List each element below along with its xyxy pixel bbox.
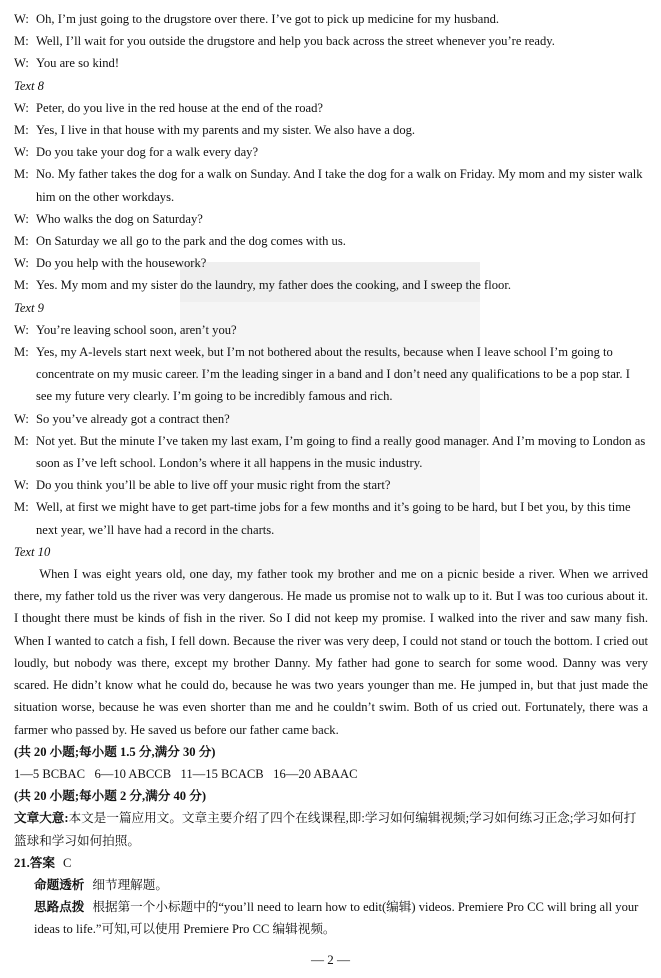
dialogue-line <box>14 30 648 52</box>
text10-label: Text 10 <box>14 544 51 559</box>
utterance: Oh, I’m just going to the drugstore over there. I’ve got to pick up medicine for my husband. <box>36 12 500 26</box>
speaker: M: <box>14 123 29 138</box>
utterance: Do you take your dog for a walk every day? <box>36 145 259 160</box>
utterance: You are so kind! <box>36 56 120 71</box>
dialogue-line <box>14 52 648 74</box>
utterance: Well, at first we might have to get part-time jobs for a few months and it’s going to be hard, but I bet you, by this time next year, we’ll have had a record in the charts. <box>36 500 631 537</box>
section1-answers: 1—5 BCBAC 6—10 ABCCB 11—15 BCACB 16—20 ABAAC <box>14 766 358 781</box>
page-content <box>14 8 648 941</box>
analysis-label: 命题透析 <box>34 877 85 892</box>
speaker: W: <box>14 145 29 160</box>
speaker: M: <box>14 500 29 515</box>
speaker: W: <box>14 100 29 115</box>
section2-header: (共 20 小题;每小题 2 分,满分 40 分) <box>14 789 207 804</box>
speaker: M: <box>14 433 29 448</box>
q21-label: 21.答案 <box>14 855 55 870</box>
dialogue-line <box>14 274 648 296</box>
speaker: W: <box>14 211 29 226</box>
utterance: Well, I’ll wait for you outside the drugstore and help you back across the street whenever you’re ready. <box>36 34 555 49</box>
dialogue-line <box>14 252 648 274</box>
dialogue-line <box>14 430 648 474</box>
speaker: W: <box>14 12 29 26</box>
dialogue-line <box>14 408 648 430</box>
dialogue-line <box>14 474 648 496</box>
utterance: Yes, my A-levels start next week, but I’m not bothered about the results, because when I leave school I’m going to concentrate on my music career. I’m the leading singer in a band and I don’t need any qualifications to be a pop star. I see my future very clearly. I’m going to be incredibly famous and rich. <box>36 345 630 404</box>
utterance: Who walks the dog on Saturday? <box>36 211 203 226</box>
dialogue-line <box>14 341 648 408</box>
utterance: You’re leaving school soon, aren’t you? <box>36 322 237 337</box>
text10-paragraph: When I was eight years old, one day, my father took my brother and me on a picnic beside a river. When we arrived there, my father told us the river was very dangerous. He made us promise not to walk up to it. But I was too curious about it. I thought there must be kinds of fish in the river. So I did not keep my promise. I walked into the river and saw many fish. When I wanted to catch a fish, I fell down. Because the river was very deep, I could not stand or touch the bottom. I cried out loudly, but nobody was there, except my brother Danny. My father had gone to search for some wood. Danny was very scared. He didn’t know what he could do, because he was two years younger than me. He jumped in, but that just made the situation worse, because he was even shorter than me and he couldn’t swim. Both of us cried out. Fortunately, there was a farmer who passed by. He saved us before our father came back. <box>14 567 648 737</box>
text8-label: Text 8 <box>14 78 44 93</box>
analysis-line <box>14 874 648 896</box>
utterance: So you’ve already got a contract then? <box>36 411 230 426</box>
q21-answer-line <box>14 852 648 874</box>
utterance: Peter, do you live in the red house at the end of the road? <box>36 100 323 115</box>
utterance: Not yet. But the minute I’ve taken my last exam, I’m going to find a really good manager. And I’m moving to London as soon as I’ve left school. London’s where it all happens in the music industry. <box>36 433 646 471</box>
summary-label: 文章大意: <box>14 811 69 826</box>
text9-dialogue <box>14 319 648 541</box>
hint-text: 根据第一个小标题中的“you’ll need to learn how to edit(编辑) videos. Premiere Pro CC will bring all your ideas to life.”可知,可以使用 Premiere Pro CC 编辑视频。 <box>34 900 639 937</box>
dialogue-line <box>14 496 648 540</box>
text8-dialogue <box>14 97 648 297</box>
utterance: Do you help with the housework? <box>36 256 207 271</box>
section1-header: (共 20 小题;每小题 1.5 分,满分 30 分) <box>14 744 216 759</box>
utterance: Yes, I live in that house with my parents and my sister. We also have a dog. <box>36 123 416 138</box>
summary-text: 本文是一篇应用文。文章主要介绍了四个在线课程,即:学习如何编辑视频;学习如何练习正念;学习如何打篮球和学习如何拍照。 <box>14 811 637 848</box>
speaker: M: <box>14 234 29 249</box>
speaker: M: <box>14 167 29 182</box>
speaker: W: <box>14 411 29 426</box>
dialogue-line <box>14 208 648 230</box>
speaker: W: <box>14 256 29 271</box>
analysis-text: 细节理解题。 <box>92 877 168 892</box>
speaker: W: <box>14 478 29 493</box>
dialogue-line <box>14 8 648 30</box>
dialogue-line <box>14 119 648 141</box>
speaker: M: <box>14 345 29 360</box>
summary <box>14 807 648 851</box>
speaker: W: <box>14 322 29 337</box>
utterance: No. My father takes the dog for a walk on Sunday. And I take the dog for a walk on Friday. My mom and my sister walk him on the other workdays. <box>36 167 643 204</box>
utterance: Do you think you’ll be able to live off your music right from the start? <box>36 478 391 493</box>
dialogue-line <box>14 230 648 252</box>
q21-answer: C <box>62 855 72 870</box>
dialogue-line <box>14 163 648 207</box>
dialogue-top <box>14 8 648 75</box>
dialogue-line <box>14 319 648 341</box>
dialogue-line <box>14 141 648 163</box>
text9-label: Text 9 <box>14 300 44 315</box>
hint-line <box>14 896 648 940</box>
page-number: — 2 — <box>311 952 350 967</box>
speaker: M: <box>14 278 29 293</box>
utterance: Yes. My mom and my sister do the laundry, my father does the cooking, and I sweep the floor. <box>36 278 511 293</box>
speaker: M: <box>14 34 29 49</box>
utterance: On Saturday we all go to the park and the dog comes with us. <box>36 234 346 249</box>
speaker: W: <box>14 56 29 71</box>
dialogue-line <box>14 97 648 119</box>
hint-label: 思路点拨 <box>34 900 85 915</box>
